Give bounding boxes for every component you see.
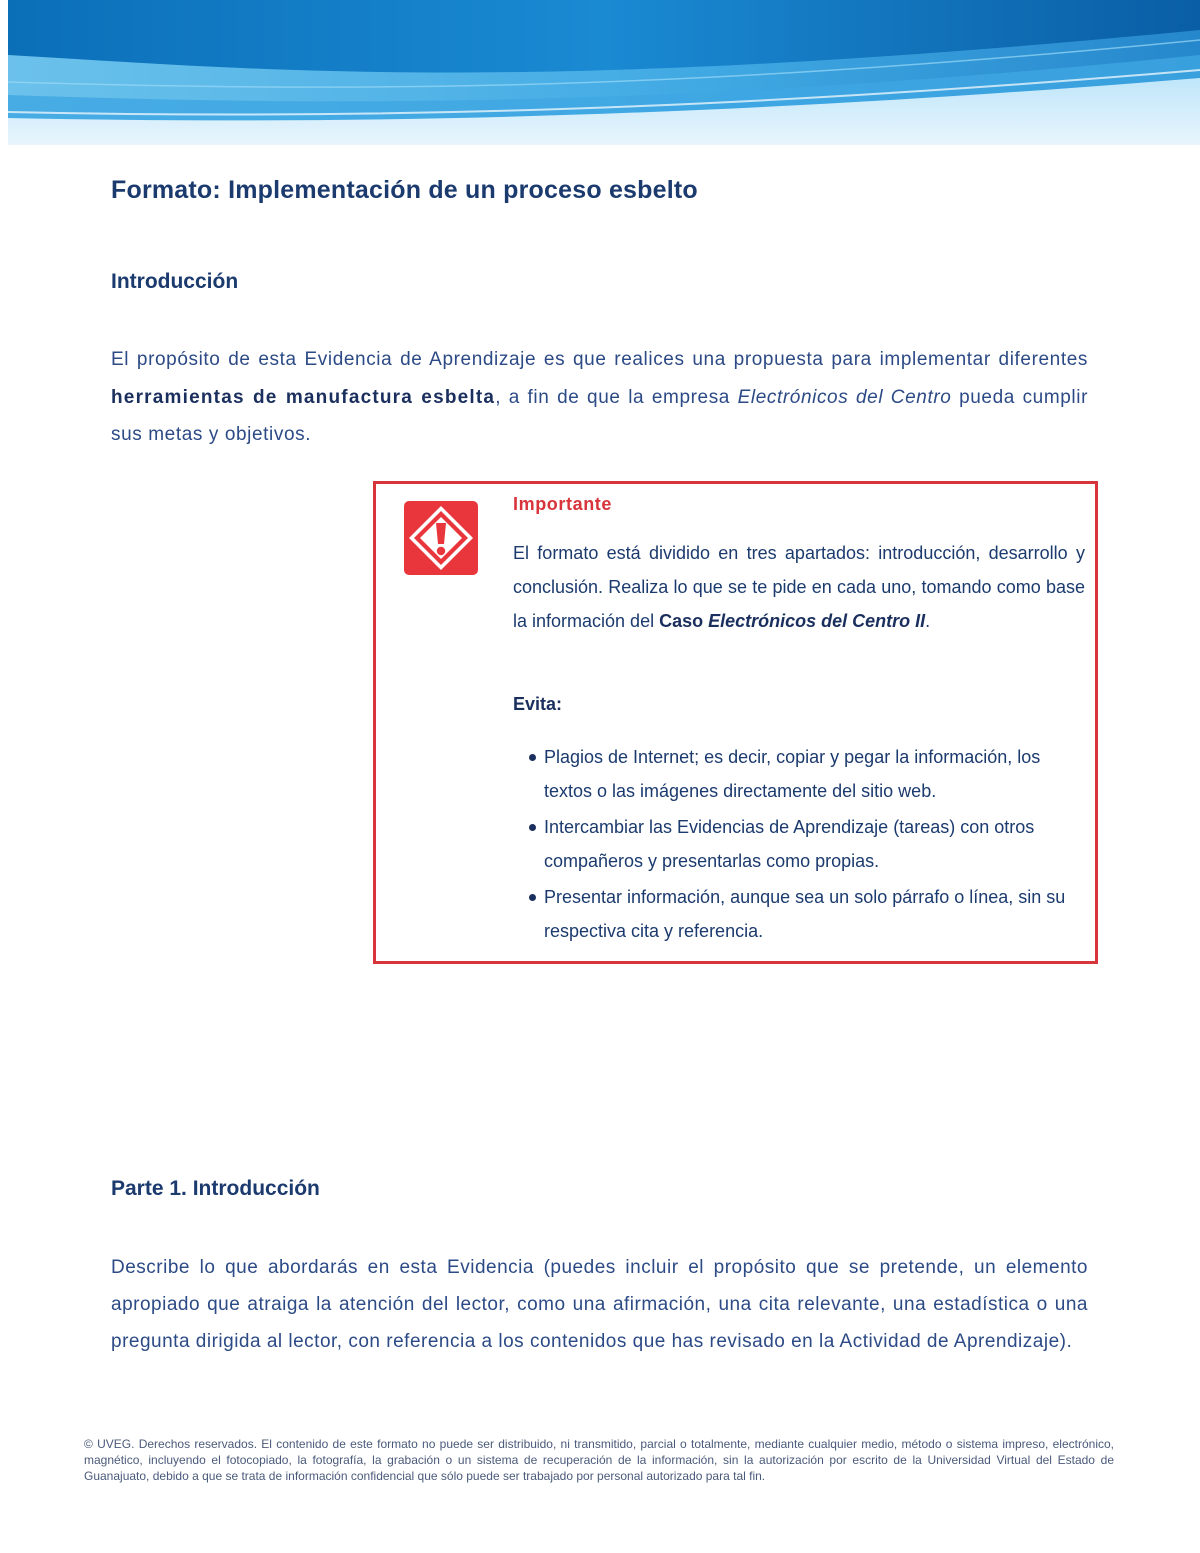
list-item-text: Intercambiar las Evidencias de Aprendizaje (tareas) con otros compañeros y presentarlas como propias. xyxy=(544,817,1035,871)
important-text-start: El formato está dividido en tres apartados: introducción, desarrollo y conclusión. Realiza lo que se te pide en cada uno, tomando como base la información del xyxy=(513,543,1085,631)
banner-graphic xyxy=(8,0,1200,145)
list-item-text: Plagios de Internet; es decir, copiar y pegar la información, los textos o las imágenes directamente del sitio web. xyxy=(544,747,1041,801)
intro-text-mid: , a fin de que la empresa xyxy=(495,386,738,408)
intro-company-name: Electrónicos del Centro xyxy=(737,386,952,408)
case-name: Electrónicos del Centro II xyxy=(708,611,926,631)
parte1-paragraph: Describe lo que abordarás en esta Evidencia (puedes incluir el propósito que se pretende, un elemento apropiado que atraiga la atención del lector, como una afirmación, una cita relevante, una estadística o una pregunta dirigida al lector, con referencia a los contenidos que has revisado en la Actividad de Aprendizaje). xyxy=(111,1257,1088,1352)
intro-paragraph xyxy=(111,341,1088,454)
list-item-text: Presentar información, aunque sea un solo párrafo o línea, sin su respectiva cita y referencia. xyxy=(544,887,1066,941)
bullet-icon xyxy=(529,754,536,761)
page-title: Formato: Implementación de un proceso esbelto xyxy=(111,176,698,204)
parte1-heading: Parte 1. Introducción xyxy=(111,1177,320,1200)
bullet-icon xyxy=(529,894,536,901)
intro-heading: Introducción xyxy=(111,270,239,293)
header-banner xyxy=(8,0,1200,145)
intro-bold-term: herramientas de manufactura esbelta xyxy=(111,386,496,408)
list-item xyxy=(513,880,1093,948)
copyright-footer: © UVEG. Derechos reservados. El contenido de este formato no puede ser distribuido, ni transmitido, parcial o totalmente, mediante cualquier medio, método o sistema impreso, electrónico, magnético, incluyendo el fotocopiado, la fotografía, la grabación o un sistema de recuperación de la información, sin la autorización por escrito de la Universidad Virtual del Estado de Guanajuato, debido a que se trata de información confidencial que sólo puede ser trabajado por personal autorizado para tal fin. xyxy=(84,1437,1114,1483)
evita-label: Evita: xyxy=(513,694,563,714)
bullet-icon xyxy=(529,824,536,831)
evita-list xyxy=(513,740,1093,950)
intro-text-end: pueda cumplir sus metas y objetivos. xyxy=(111,386,1088,445)
list-item xyxy=(513,740,1093,808)
list-item xyxy=(513,810,1093,878)
important-callout xyxy=(373,481,1098,964)
case-label: Caso xyxy=(659,611,709,631)
important-title: Importante xyxy=(513,494,613,514)
intro-text-start: El propósito de esta Evidencia de Aprendizaje es que realices una propuesta para implementar diferentes xyxy=(111,349,1088,370)
important-paragraph xyxy=(513,536,1085,638)
important-text-end: . xyxy=(925,611,931,631)
warning-exclamation-icon xyxy=(404,501,478,575)
